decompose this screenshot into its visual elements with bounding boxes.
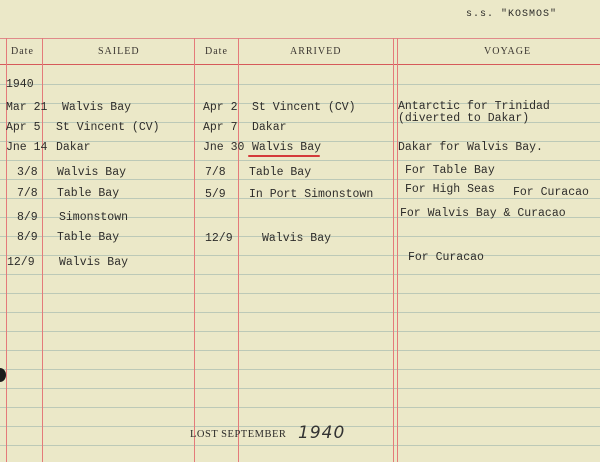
sailed-port: Walvis Bay [57, 166, 127, 179]
sailed-date: 8/9 [17, 231, 38, 244]
arrived-port: Dakar [252, 121, 287, 134]
ship-name: s.s. "KOSMOS" [466, 9, 558, 20]
sailed-date: 7/8 [17, 187, 38, 200]
voyage-text: (diverted to Dakar) [398, 112, 530, 125]
header-top-rule [0, 38, 600, 39]
lost-label: LOST SEPTEMBER [190, 429, 287, 440]
header-date-arrived: Date [205, 46, 228, 57]
sailed-port: St Vincent (CV) [56, 121, 160, 134]
header-voyage: VOYAGE [484, 46, 532, 57]
column-rule [238, 38, 239, 462]
sailed-date: Apr 5 [6, 121, 41, 134]
column-rule [393, 38, 394, 462]
voyage-text: For Table Bay [405, 164, 495, 177]
red-underline [248, 155, 320, 157]
sailed-date: 3/8 [17, 166, 38, 179]
sailed-date: 8/9 [17, 211, 38, 224]
column-rule [194, 38, 195, 462]
arrived-port: Walvis Bay [262, 232, 332, 245]
arrived-date: 12/9 [205, 232, 233, 245]
header-sailed: SAILED [98, 46, 140, 57]
sailed-date: 12/9 [7, 256, 35, 269]
sailed-port: Walvis Bay [59, 256, 129, 269]
arrived-port: Table Bay [249, 166, 312, 179]
arrived-date: 7/8 [205, 166, 226, 179]
sailed-port: Table Bay [57, 187, 120, 200]
arrived-port: St Vincent (CV) [252, 101, 356, 114]
header-arrived: ARRIVED [290, 46, 342, 57]
arrived-date: Apr 7 [203, 121, 238, 134]
voyage-text: For Curacao [513, 186, 589, 199]
sailed-port: Dakar [56, 141, 91, 154]
sailed-port: Walvis Bay [62, 101, 132, 114]
voyage-text: For Walvis Bay & Curacao [400, 207, 566, 220]
arrived-port: Walvis Bay [252, 141, 322, 154]
header-date-sailed: Date [11, 46, 34, 57]
voyage-text: Dakar for Walvis Bay. [398, 141, 543, 154]
arrived-date: Jne 30 [203, 141, 245, 154]
sailed-date: Jne 14 [6, 141, 48, 154]
lost-year: 1940 [298, 423, 346, 443]
header-bottom-rule [0, 64, 600, 65]
voyage-text: For Curacao [408, 251, 484, 264]
arrived-date: 5/9 [205, 188, 226, 201]
sailed-port: Simonstown [59, 211, 129, 224]
year-label: 1940 [6, 78, 34, 91]
sailed-date: Mar 21 [6, 101, 48, 114]
sailed-port: Table Bay [57, 231, 120, 244]
arrived-date: Apr 2 [203, 101, 238, 114]
arrived-port: In Port Simonstown [249, 188, 374, 201]
voyage-text: For High Seas [405, 183, 495, 196]
voyage-text: Antarctic for Trinidad [398, 100, 550, 113]
